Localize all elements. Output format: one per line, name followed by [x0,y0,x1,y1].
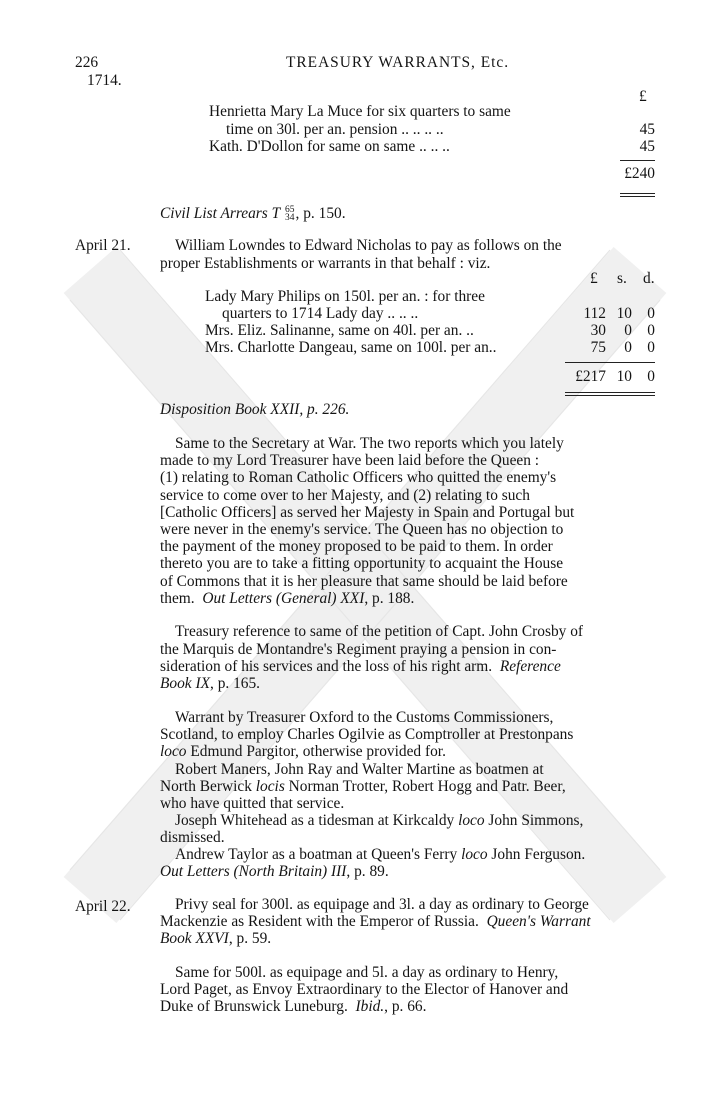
text-line: Duke of Brunswick Luneburg. Ibid., p. 66. [160,998,427,1015]
table-row-amount: 45 [639,121,655,138]
cell-shillings: 0 [624,322,632,339]
total-double-rule [620,193,655,194]
text-line: Joseph Whitehead as a tidesman at Kirkcaldy loco John Simmons, [175,812,584,829]
text-line: Warrant by Treasurer Oxford to the Customs Commissioners, [175,709,554,726]
total-rule [565,362,655,363]
text-line: Treasury reference to same of the petition of Capt. John Crosby of [175,623,584,640]
table-row-amount: 45 [639,138,655,155]
cell-pence: 0 [647,322,655,339]
total-pence: 0 [647,368,655,385]
col-header-shillings: s. [617,270,627,287]
total-shillings: 10 [616,368,632,385]
total-rule [620,160,655,161]
text-line: Scotland, to employ Charles Ogilvie as Comptroller at Prestonpans [160,726,574,743]
fraction: 65 34 [285,204,295,224]
text-line: were never in the enemy's service. The Queen has no objection to [160,521,564,538]
text-line: who have quitted that service. [160,795,345,812]
cell-pence: 0 [647,339,655,356]
text-line: the payment of the money proposed to be paid to them. In order [160,538,553,555]
table-row-label-cont: time on 30l. per an. pension .. .. .. .. [226,121,444,138]
text-line: Out Letters (North Britain) III, p. 89. [160,863,389,880]
total-double-rule [620,196,655,197]
page-number: 226 [75,54,99,71]
text-line: dismissed. [160,829,225,846]
text-line: Same for 500l. as equipage and 5l. a day as ordinary to Henry, [175,964,559,981]
table-row-label: Kath. D'Dollon for same on same .. .. .. [209,138,450,155]
text-line: made to my Lord Treasurer have been laid before the Queen : [160,452,540,469]
running-title: TREASURY WARRANTS, Etc. [286,54,510,71]
text-line: (1) relating to Roman Catholic Officers who quitted the enemy's [160,469,557,486]
table-row-label: Henrietta Mary La Muce for six quarters to same [209,103,511,120]
source-reference: Civil List Arrears T 65 34 , p. 150. [160,204,346,224]
cell-shillings: 0 [624,339,632,356]
text-line: North Berwick locis Norman Trotter, Robert Hogg and Patr. Beer, [160,778,566,795]
entry-text: proper Establishments or warrants in that behalf : viz. [160,255,491,272]
entry-text: William Lowndes to Edward Nicholas to pay as follows on the [175,237,562,254]
text-line: service to come over to her Majesty, and (2) relating to such [160,487,530,504]
text-line: Andrew Taylor as a boatman at Queen's Ferry loco John Ferguson. [175,846,586,863]
table-row-label: Lady Mary Philips on 150l. per an. : for three [205,288,485,305]
year-marker: 1714. [87,72,122,89]
table-total: £240 [624,165,655,182]
entry-date: April 21. [75,237,131,254]
text-line: [Catholic Officers] as served her Majesty in Spain and Portugal but [160,504,575,521]
cell-pounds: 30 [590,322,606,339]
text-line: Lord Paget, as Envoy Extraordinary to the Elector of Hanover and [160,981,569,998]
col-header-pounds: £ [590,270,598,287]
text-line: thereto you are to take a fitting opportunity to acquaint the House [160,555,564,572]
cell-pounds: 75 [590,339,606,356]
entry-date: April 22. [75,898,131,915]
cell-pounds: 112 [583,305,606,322]
text-line: sideration of his services and the loss of his right arm. Reference [160,658,561,675]
text-line: Privy seal for 300l. as equipage and 3l. a day as ordinary to George [175,896,589,913]
cell-pence: 0 [647,305,655,322]
text-line: loco Edmund Pargitor, otherwise provided for. [160,743,446,760]
total-double-rule [565,395,655,396]
text-line: Robert Maners, John Ray and Walter Martine as boatmen at [175,761,544,778]
text-line: Book XXVI, p. 59. [160,930,272,947]
currency-header: £ [639,88,647,105]
text-line: them. Out Letters (General) XXI, p. 188. [160,590,415,607]
table-row-label-cont: quarters to 1714 Lady day .. .. .. [222,305,419,322]
total-pounds: £217 [575,368,606,385]
text-line: the Marquis de Montandre's Regiment praying a pension in con- [160,641,557,658]
text-line: Same to the Secretary at War. The two reports which you lately [175,435,564,452]
table-row-label: Mrs. Eliz. Salinanne, same on 40l. per an. .. [205,322,474,339]
cell-shillings: 10 [616,305,632,322]
total-double-rule [565,392,655,393]
text-line: of Commons that it is her pleasure that same should be laid before [160,573,568,590]
table-row-label: Mrs. Charlotte Dangeau, same on 100l. per an.. [205,339,497,356]
text-line: Mackenzie as Resident with the Emperor of Russia. Queen's Warrant [160,913,591,930]
col-header-pence: d. [643,270,655,287]
source-reference: Disposition Book XXII, p. 226. [160,401,350,418]
text-line: Book IX, p. 165. [160,675,261,692]
